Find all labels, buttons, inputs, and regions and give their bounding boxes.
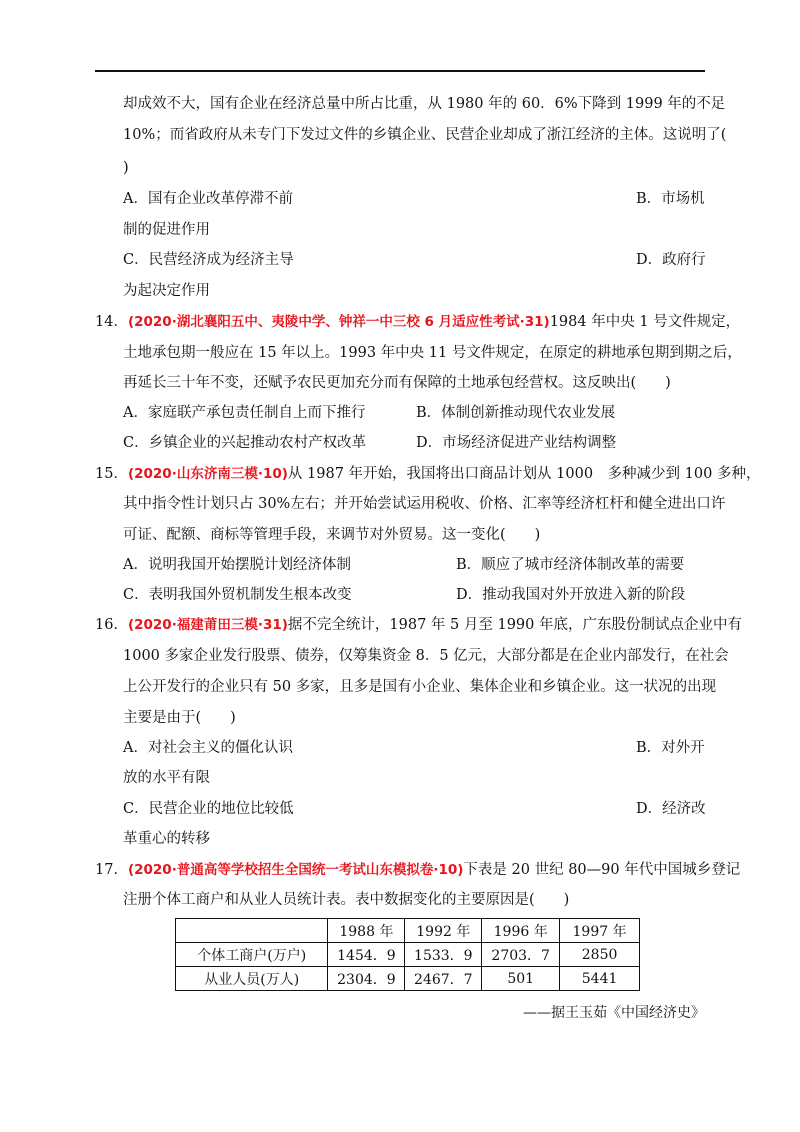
question-15-option-c: C．表明我国外贸机制发生根本改变 bbox=[123, 587, 352, 603]
question-14-line-1 bbox=[95, 312, 740, 332]
question-14-option-c: C．乡镇企业的兴起推动农村产权改革 bbox=[123, 435, 367, 451]
table-header-cell: 1997 年 bbox=[560, 919, 640, 943]
intro-option-d-cont: 为起决定作用 bbox=[123, 283, 210, 299]
question-15-line-1 bbox=[95, 464, 760, 484]
table-header-cell bbox=[176, 919, 328, 943]
question-16-line-3: 上公开发行的企业只有 50 多家，且多是国有小企业、集体企业和乡镇企业。这一状况的出现 bbox=[123, 679, 717, 695]
question-17-source: (2020·普通高等学校招生全国统一考试山东模拟卷·10) bbox=[127, 862, 464, 878]
intro-option-a: A．国有企业改革停滞不前 bbox=[123, 191, 293, 207]
table-cell: 2703．7 bbox=[482, 943, 560, 967]
table-header-cell: 1996 年 bbox=[482, 919, 560, 943]
question-16-text-1: 据不完全统计，1987 年 5 月至 1990 年底，广东股份制试点企业中有 bbox=[287, 617, 742, 633]
question-14-text-1: 1984 年中央 1 号文件规定， bbox=[549, 314, 741, 330]
question-14-option-a: A．家庭联产承包责任制自上而下推行 bbox=[123, 405, 366, 421]
question-17-number: 17． bbox=[95, 862, 128, 878]
question-16-number: 16． bbox=[95, 617, 128, 633]
question-14-option-d: D．市场经济促进产业结构调整 bbox=[416, 435, 617, 451]
intro-option-d: D．政府行 bbox=[636, 252, 706, 268]
question-16-option-d-cont: 革重心的转移 bbox=[123, 831, 210, 847]
intro-option-c: C．民营经济成为经济主导 bbox=[123, 252, 294, 268]
intro-line-3: ) bbox=[123, 160, 129, 176]
question-16-source: (2020·福建莆田三模·31) bbox=[127, 617, 288, 633]
question-16-option-a: A．对社会主义的僵化认识 bbox=[123, 740, 293, 756]
question-15-option-a: A．说明我国开始摆脱计划经济体制 bbox=[123, 557, 351, 573]
statistics-table bbox=[175, 918, 640, 991]
question-16-option-b-cont: 放的水平有限 bbox=[123, 770, 210, 786]
table-cell: 1533．9 bbox=[405, 943, 482, 967]
table-cell: 1454．9 bbox=[328, 943, 405, 967]
table-header-row bbox=[176, 919, 640, 943]
question-15-source: (2020·山东济南三模·10) bbox=[127, 466, 288, 482]
table-row-label: 个体工商户(万户) bbox=[176, 943, 328, 967]
question-14-line-2: 土地承包期一般应在 15 年以上。1993 年中央 11 号文件规定，在原定的耕地承包期到期之后， bbox=[123, 345, 742, 361]
question-14-number: 14． bbox=[95, 314, 128, 330]
question-15-text-1: 从 1987 年开始，我国将出口商品计划从 1000 多种减少到 100 多种， bbox=[287, 466, 761, 482]
table-cell: 501 bbox=[482, 967, 560, 991]
question-14-source: (2020·湖北襄阳五中、夷陵中学、钟祥一中三校 6 月适应性考试·31) bbox=[127, 314, 550, 330]
question-15-line-3: 可证、配额、商标等管理手段，来调节对外贸易。这一变化( ) bbox=[123, 527, 541, 543]
question-15-option-b: B．顺应了城市经济体制改革的需要 bbox=[456, 557, 685, 573]
question-16-option-d: D．经济改 bbox=[636, 801, 706, 817]
question-17-line-2: 注册个体工商户和从业人员统计表。表中数据变化的主要原因是( ) bbox=[123, 892, 570, 908]
intro-option-b-cont: 制的促进作用 bbox=[123, 222, 210, 238]
table-header-cell: 1992 年 bbox=[405, 919, 482, 943]
table-row-label: 从业人员(万人) bbox=[176, 967, 328, 991]
question-14-line-3: 再延长三十年不变，还赋予农民更加充分而有保障的土地承包经营权。这反映出( ) bbox=[123, 375, 671, 391]
question-15-number: 15． bbox=[95, 466, 128, 482]
table-cell: 2304．9 bbox=[328, 967, 405, 991]
header-rule bbox=[95, 70, 705, 72]
question-16-line-2: 1000 多家企业发行股票、债券，仅筹集资金 8．5 亿元，大部分都是在企业内部发行，在社会 bbox=[123, 648, 729, 664]
table-cell: 5441 bbox=[560, 967, 640, 991]
intro-option-b: B．市场机 bbox=[636, 191, 705, 207]
table-row bbox=[176, 967, 640, 991]
question-17-line-1 bbox=[95, 860, 740, 880]
question-17-text-1: 下表是 20 世纪 80—90 年代中国城乡登记 bbox=[463, 862, 741, 878]
table-header-cell: 1988 年 bbox=[328, 919, 405, 943]
table-cell: 2850 bbox=[560, 943, 640, 967]
question-16-option-b: B．对外开 bbox=[636, 740, 705, 756]
question-16-line-4: 主要是由于( ) bbox=[123, 710, 236, 726]
question-15-line-2: 其中指令性计划只占 30%左右；并开始尝试运用税收、价格、汇率等经济杠杆和健全进出口许 bbox=[123, 496, 726, 512]
question-15-option-d: D．推动我国对外开放进入新的阶段 bbox=[456, 587, 686, 603]
table-cell: 2467．7 bbox=[405, 967, 482, 991]
question-16-line-1 bbox=[95, 615, 742, 635]
intro-line-1: 却成效不大，国有企业在经济总量中所占比重，从 1980 年的 60．6%下降到 1999 年的不足 bbox=[123, 96, 726, 112]
table-row bbox=[176, 943, 640, 967]
question-14-option-b: B．体制创新推动现代农业发展 bbox=[416, 405, 616, 421]
table-citation: ——据王玉茹《中国经济史》 bbox=[523, 1005, 705, 1021]
question-16-option-c: C．民营企业的地位比较低 bbox=[123, 801, 294, 817]
intro-line-2: 10%；而省政府从未专门下发过文件的乡镇企业、民营企业却成了浙江经济的主体。这说明了( bbox=[123, 127, 727, 143]
